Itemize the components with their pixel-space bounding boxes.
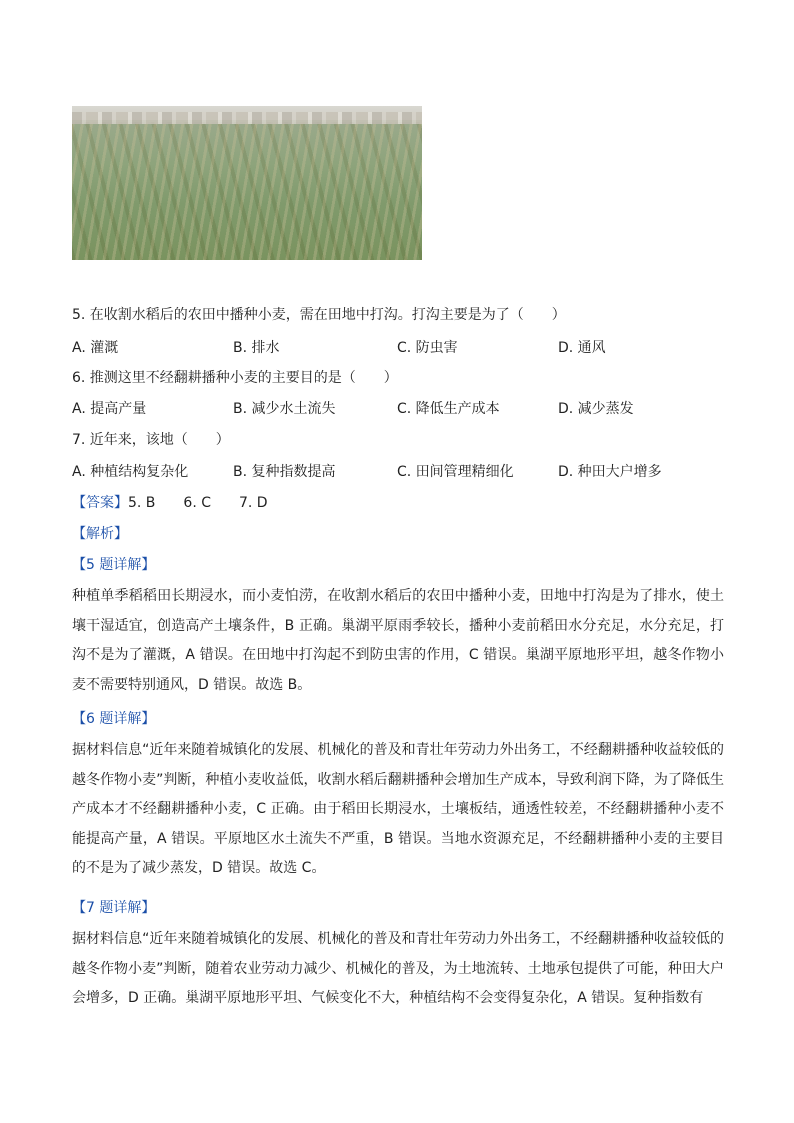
q7-option-a: A. 种植结构复杂化 [72,464,189,480]
q6-option-b: B. 减少水土流失 [233,401,336,417]
answer-line [72,493,268,513]
question-6-stem: 6. 推测这里不经翻耕播种小麦的主要目的是（ ） [72,370,398,386]
detail-5-label-text: 【5 题详解】 [72,557,156,573]
analysis-label: 【解析】 [72,526,128,542]
question-5-options [72,338,732,358]
distant-buildings [72,112,422,124]
question-5-stem: 5. 在收割水稻后的农田中播种小麦，需在田地中打沟。打沟主要是为了（ ） [72,307,566,323]
q7-option-c: C. 田间管理精细化 [397,464,514,480]
answer-label: 【答案】 [72,495,128,511]
question-7-stem: 7. 近年来，该地（ ） [72,432,230,448]
q5-option-a: A. 灌溉 [72,340,119,356]
answer-value: 5. B 6. C 7. D [128,495,268,511]
q5-option-b: B. 排水 [233,340,280,356]
q5-option-d: D. 通风 [558,340,606,356]
wheat-field-photo [72,106,422,260]
detail-7-text: 据材料信息“近年来随着城镇化的发展、机械化的普及和青壮年劳动力外出务工，不经翻耕播种收益较低的越冬作物小麦”判断，随着农业劳动力减少、机械化的普及，为土地流转、土地承包提供了可能，种田大户会增多，D 正确。巢湖平原地形平坦、气候变化不大，种植结构不会变得复杂化，A 错误。复种指数有 [72,931,724,1006]
detail-6-text: 据材料信息“近年来随着城镇化的发展、机械化的普及和青壮年劳动力外出务工，不经翻耕播种收益较低的越冬作物小麦”判断，种植小麦收益低，收割水稻后翻耕播种会增加生产成本，导致利润下降，为了降低生产成本才不经翻耕播种小麦，C 正确。由于稻田长期浸水，土壤板结，通透性较差，不经翻耕播种小麦不能提高产量，A 错误。平原地区水土流失不严重，B 错误。当地水资源充足，不经翻耕播种小麦的主要目的不是为了减少蒸发，D 错误。故选 C。 [72,742,724,876]
q5-option-c: C. 防虫害 [397,340,458,356]
q6-option-d: D. 减少蒸发 [558,401,634,417]
q6-option-c: C. 降低生产成本 [397,401,500,417]
detail-7-label-text: 【7 题详解】 [72,900,156,916]
detail-6-label-text: 【6 题详解】 [72,711,156,727]
question-7-options [72,462,732,482]
detail-5-text: 种植单季稻稻田长期浸水，而小麦怕涝，在收割水稻后的农田中播种小麦，田地中打沟是为了排水，使土壤干湿适宜，创造高产土壤条件，B 正确。巢湖平原雨季较长，播种小麦前稻田水分充足，水分充足，打沟不是为了灌溉，A 错误。在田地中打沟起不到防虫害的作用，C 错误。巢湖平原地形平坦，越冬作物小麦不需要特别通风，D 错误。故选 B。 [72,588,724,693]
detail-7-label [72,898,155,918]
q7-option-b: B. 复种指数提高 [233,464,336,480]
question-6-options [72,399,732,419]
q7-option-d: D. 种田大户增多 [558,464,662,480]
q6-option-a: A. 提高产量 [72,401,147,417]
detail-6-label [72,709,155,729]
field-rows [72,122,422,260]
detail-5-label [72,555,155,575]
